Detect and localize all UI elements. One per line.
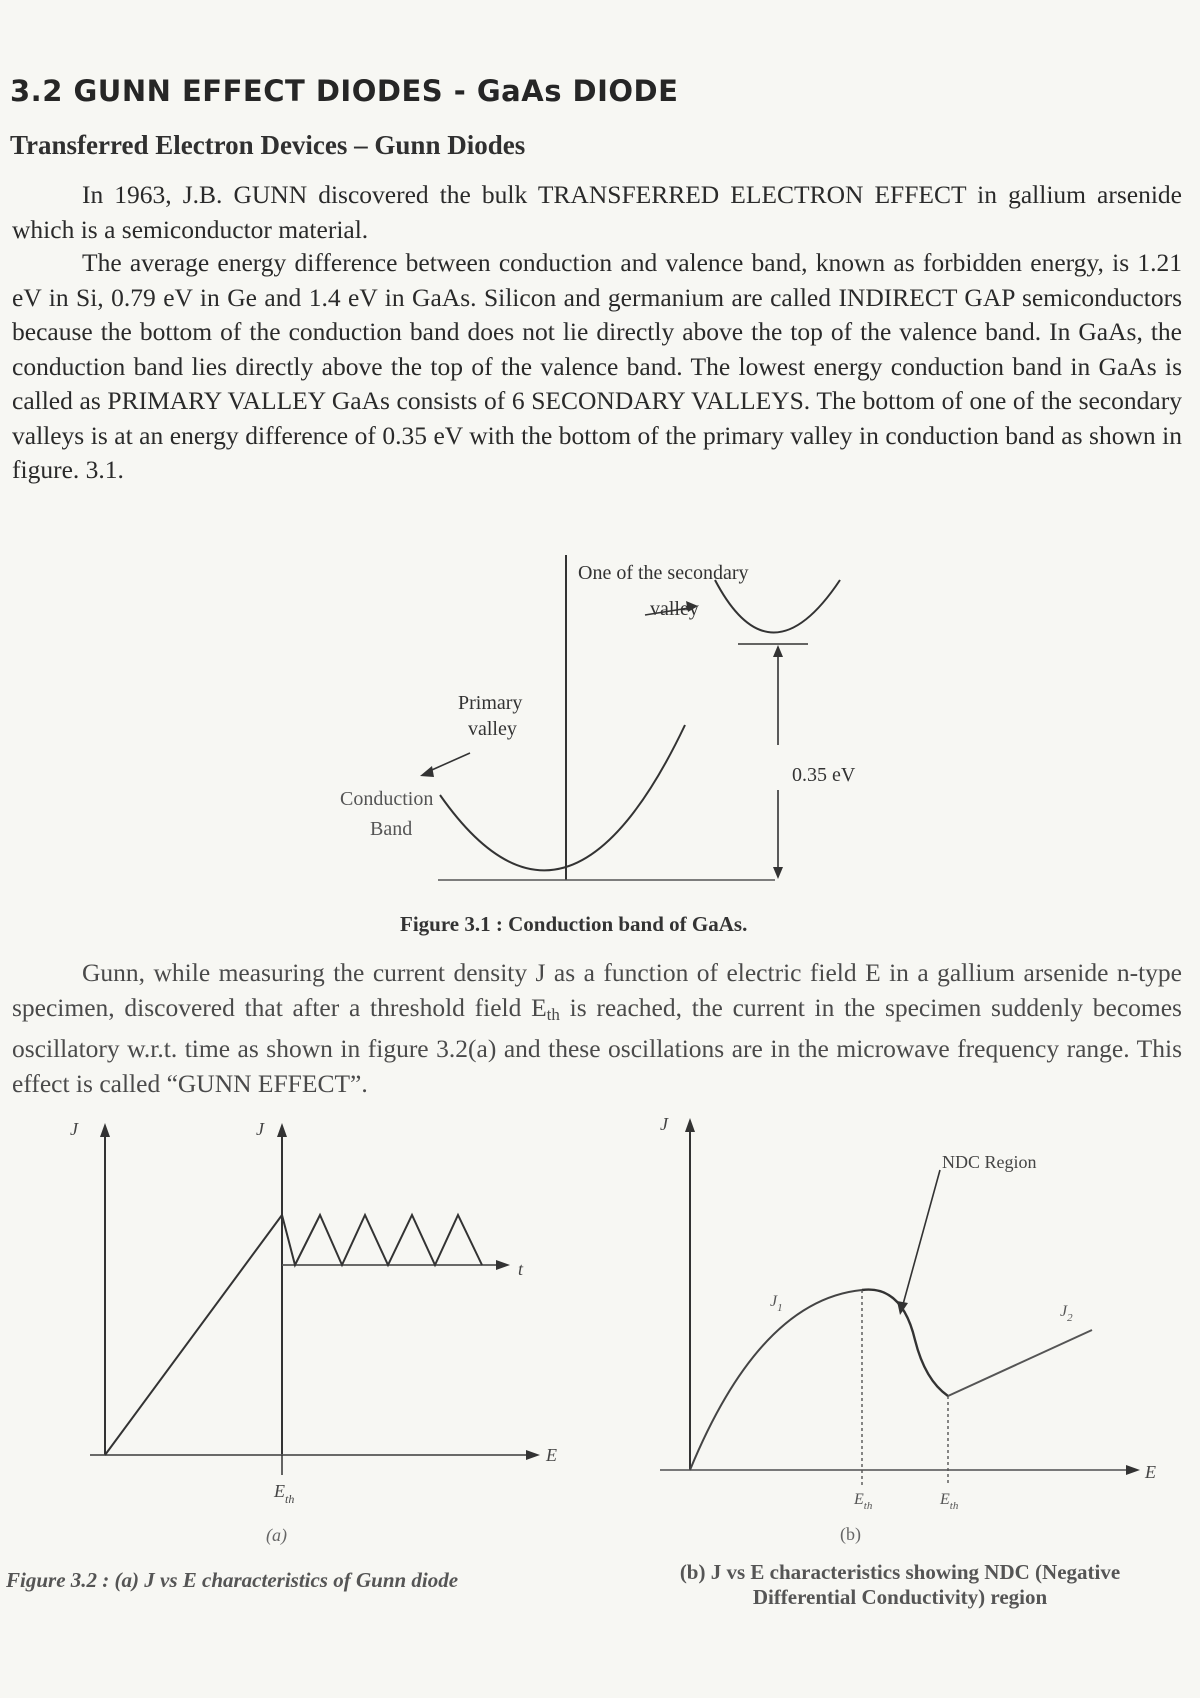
fig2b-j1-sub: 1: [777, 1302, 783, 1314]
paragraph-intro: In 1963, J.B. GUNN discovered the bulk TRANSFERRED ELECTRON EFFECT in gallium arsenide which is a semiconductor material.: [12, 180, 1182, 244]
fig2b-j2-letter: J: [1060, 1303, 1068, 1320]
fig2b-e-axis-arrow: [1126, 1465, 1140, 1475]
fig2b-curve-j2: [948, 1330, 1092, 1396]
fig2b-j2-sub: 2: [1067, 1312, 1073, 1324]
label-primary-valley-2: valley: [468, 718, 517, 740]
figure-3-1-caption: Figure 3.1 : Conduction band of GaAs.: [400, 912, 748, 936]
secondary-valley-curve: [715, 580, 840, 633]
label-secondary-valley: One of the secondary: [578, 562, 749, 584]
fig2a-axis-j-left: J: [70, 1119, 78, 1139]
subheading: Transferred Electron Devices – Gunn Diodes: [10, 130, 526, 160]
para3-subscript: th: [546, 1004, 560, 1024]
figure-3-2a-caption: Figure 3.2 : (a) J vs E characteristics of Gunn diode: [6, 1568, 459, 1592]
section-heading: 3.2 GUNN EFFECT DIODES - GaAs DIODE: [10, 74, 679, 108]
fig2b-j2-label: [1060, 1303, 1073, 1324]
fig2a-axis-j-right: J: [256, 1119, 264, 1139]
fig2b-ndc-label: NDC Region: [942, 1152, 1037, 1172]
fig2a-threshold-label: [273, 1481, 294, 1506]
fig2a-linear-rise: [105, 1215, 282, 1455]
para3-part-b: is reached, the current in the specimen suddenly becomes oscillatory w.r.t. time as shown in figure 3.2(a) and these oscillations are in the microwave frequency range. This effect is called “GUNN EFFECT”.: [12, 992, 1182, 1098]
paragraph-gunn-effect: [12, 956, 1182, 1101]
fig2b-j1-letter: J: [770, 1293, 778, 1310]
fig2a-threshold-sub: th: [285, 1492, 295, 1506]
figure-3-2b-caption: (b) J vs E characteristics showing NDC (Negative Differential Conductivity) region: [679, 1560, 1121, 1609]
label-primary-valley: Primary: [458, 692, 523, 714]
fig2b-sublabel: (b): [840, 1524, 861, 1544]
fig2b-ndc-arrow: [902, 1170, 940, 1308]
fig2b-tick-e2: [939, 1491, 959, 1512]
fig2b-tick-e1-letter: E: [854, 1491, 864, 1508]
fig2a-axis-e: E: [546, 1445, 557, 1465]
para3-part-a: Gunn, while measuring the current density J as a function of electric field E in a gallium arsenide n-type specimen, discovered that after a threshold field E: [12, 958, 1182, 1022]
label-energy-difference: 0.35 eV: [792, 764, 856, 786]
fig2a-threshold-e: E: [274, 1481, 285, 1501]
fig2a-sublabel: (a): [266, 1525, 287, 1545]
fig2a-t-axis-arrow: [496, 1260, 510, 1270]
fig2b-axis-e: E: [1145, 1462, 1156, 1482]
fig2a-j-axis-right-arrow: [277, 1123, 287, 1137]
label-band: Band: [370, 818, 413, 840]
fig2a-j-axis-left-arrow: [100, 1123, 110, 1137]
figure-3-2a-graph: [60, 1115, 560, 1555]
fig2b-axis-j: J: [660, 1114, 668, 1134]
figure-conduction-band: [320, 545, 880, 905]
energy-arrow-down: [773, 867, 783, 879]
primary-arrow-head: [420, 766, 434, 777]
fig2b-tick-e2-sub: th: [949, 1500, 959, 1512]
fig2b-j-axis-arrow: [685, 1118, 695, 1132]
fig2b-tick-e1: [853, 1491, 873, 1512]
fig2a-e-axis-arrow: [526, 1450, 540, 1460]
paragraph-band-energy: The average energy difference between conduction and valence band, known as forbidden energy, is 1.21 eV in Si, 0.79 eV in Ge and 1.4 eV in GaAs. Silicon and germanium are called INDIRECT GAP semiconductors because the bottom of the conduction band does not lie directly above the top of the valence band. In GaAs, the conduction band lies directly above the top of the valence band. The lowest energy conduction band in GaAs is called as PRIMARY VALLEY GaAs consists of 6 SECONDARY VALLEYS. The bottom of one of the secondary valleys is at an energy difference of 0.35 eV with the bottom of the primary valley in conduction band as shown in figure. 3.1.: [12, 248, 1182, 484]
primary-valley-curve: [440, 725, 685, 870]
fig2a-axis-t: t: [518, 1259, 524, 1279]
label-secondary-valley-2: valley: [650, 598, 699, 620]
fig2b-tick-e1-sub: th: [863, 1500, 873, 1512]
fig2b-j1-label: [770, 1293, 783, 1314]
energy-arrow-up: [773, 645, 783, 657]
fig2b-tick-e2-letter: E: [940, 1491, 950, 1508]
figure-3-2b-graph: [640, 1110, 1160, 1555]
fig2a-oscillation-wave: [282, 1215, 482, 1265]
label-conduction: Conduction: [340, 788, 434, 810]
fig2b-curve-j1: [690, 1290, 862, 1470]
